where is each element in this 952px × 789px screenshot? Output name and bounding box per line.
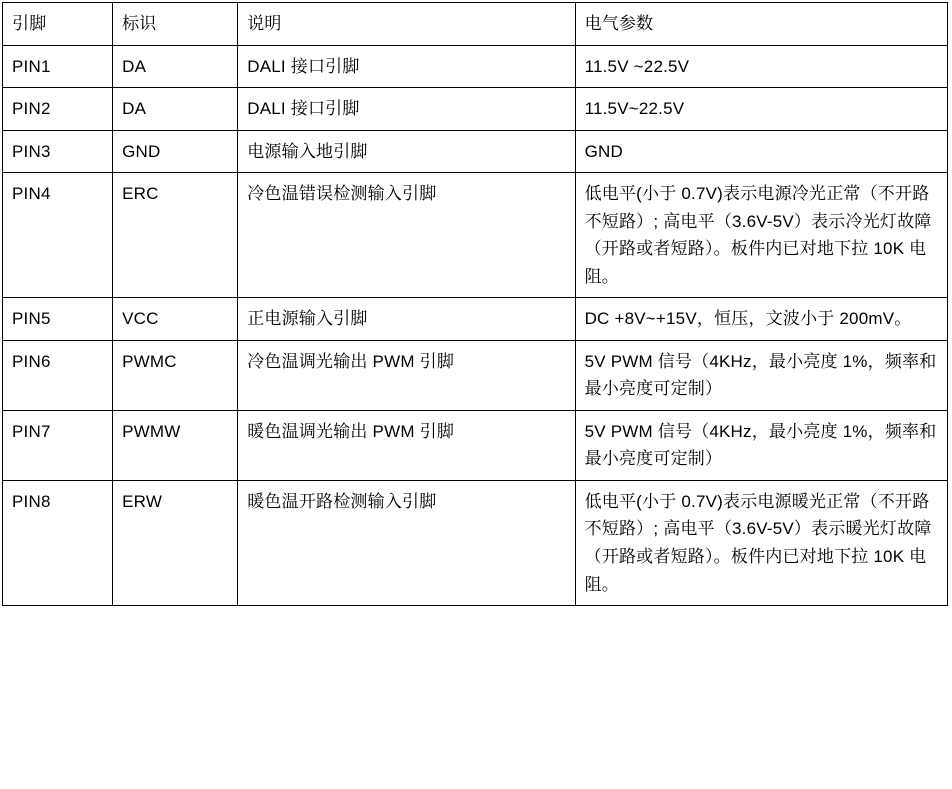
header-cell-pin — [3, 3, 113, 46]
text-pin: PIN5 — [12, 309, 51, 329]
cell-mark — [113, 88, 238, 131]
cell-electrical — [575, 340, 947, 410]
text-electrical: 11.5V ~22.5V — [584, 56, 690, 76]
cell-mark — [113, 480, 238, 605]
text-pin: PIN6 — [12, 351, 51, 371]
cell-pin — [3, 480, 113, 605]
text-description: 冷色温错误检测输入引脚 — [247, 184, 437, 204]
cell-electrical — [575, 480, 947, 605]
table-row — [3, 410, 948, 480]
text-electrical: 5V PWM 信号（4KHz，最小亮度 1%，频率和最小亮度可定制） — [584, 351, 937, 399]
text-description: 暖色温调光输出 PWM 引脚 — [247, 421, 455, 441]
cell-description — [238, 173, 575, 298]
text-description: 电源输入地引脚 — [247, 141, 368, 161]
cell-pin — [3, 130, 113, 173]
cell-electrical — [575, 410, 947, 480]
header-cell-description — [238, 3, 575, 46]
text-electrical: DC +8V~+15V，恒压，文波小于 200mV。 — [584, 309, 912, 329]
cell-pin — [3, 298, 113, 341]
text-pin: PIN3 — [12, 141, 51, 161]
text-electrical: 5V PWM 信号（4KHz，最小亮度 1%，频率和最小亮度可定制） — [584, 421, 937, 469]
text-electrical: 低电平(小于 0.7V)表示电源冷光正常（不开路不短路）; 高电平（3.6V-5V）表示冷光灯故障（开路或者短路）。板件内已对地下拉 10K 电阻。 — [584, 184, 932, 286]
cell-description — [238, 45, 575, 88]
text-mark: ERW — [122, 491, 163, 511]
text-pin: PIN7 — [12, 421, 51, 441]
table-row — [3, 173, 948, 298]
cell-electrical — [575, 298, 947, 341]
header-text-description: 说明 — [247, 14, 282, 33]
text-electrical: 11.5V~22.5V — [584, 99, 685, 119]
cell-pin — [3, 410, 113, 480]
cell-description — [238, 340, 575, 410]
pin-definition-table — [2, 2, 948, 606]
text-pin: PIN2 — [12, 99, 51, 119]
cell-mark — [113, 45, 238, 88]
cell-mark — [113, 130, 238, 173]
cell-description — [238, 88, 575, 131]
text-description: 暖色温开路检测输入引脚 — [247, 491, 437, 511]
text-description: 冷色温调光输出 PWM 引脚 — [247, 351, 455, 371]
cell-electrical — [575, 130, 947, 173]
cell-mark — [113, 173, 238, 298]
cell-electrical — [575, 88, 947, 131]
cell-pin — [3, 173, 113, 298]
text-mark: PWMW — [122, 421, 181, 441]
table-row — [3, 298, 948, 341]
text-pin: PIN1 — [12, 56, 51, 76]
text-pin: PIN4 — [12, 184, 51, 204]
cell-electrical — [575, 173, 947, 298]
header-cell-electrical — [575, 3, 947, 46]
header-text-mark: 标识 — [122, 14, 157, 33]
header-text-pin: 引脚 — [12, 14, 47, 33]
cell-description — [238, 298, 575, 341]
text-mark: DA — [122, 99, 147, 119]
table-row — [3, 480, 948, 605]
text-mark: GND — [122, 141, 161, 161]
table-row — [3, 130, 948, 173]
cell-description — [238, 480, 575, 605]
text-electrical: GND — [584, 141, 623, 161]
text-description: DALI 接口引脚 — [247, 56, 360, 76]
text-mark: DA — [122, 56, 147, 76]
header-text-electrical: 电气参数 — [584, 14, 654, 33]
table-row — [3, 45, 948, 88]
text-mark: VCC — [122, 309, 159, 329]
text-mark: ERC — [122, 184, 159, 204]
text-electrical: 低电平(小于 0.7V)表示电源暖光正常（不开路不短路）; 高电平（3.6V-5V）表示暖光灯故障（开路或者短路）。板件内已对地下拉 10K 电阻。 — [584, 491, 932, 594]
cell-mark — [113, 410, 238, 480]
cell-pin — [3, 88, 113, 131]
cell-description — [238, 130, 575, 173]
text-pin: PIN8 — [12, 491, 51, 511]
table-row — [3, 340, 948, 410]
cell-pin — [3, 340, 113, 410]
cell-electrical — [575, 45, 947, 88]
table-row — [3, 88, 948, 131]
header-cell-mark — [113, 3, 238, 46]
text-mark: PWMC — [122, 351, 177, 371]
text-description: DALI 接口引脚 — [247, 99, 360, 119]
table-header-row — [3, 3, 948, 46]
cell-mark — [113, 298, 238, 341]
cell-mark — [113, 340, 238, 410]
cell-description — [238, 410, 575, 480]
text-description: 正电源输入引脚 — [247, 309, 368, 329]
cell-pin — [3, 45, 113, 88]
